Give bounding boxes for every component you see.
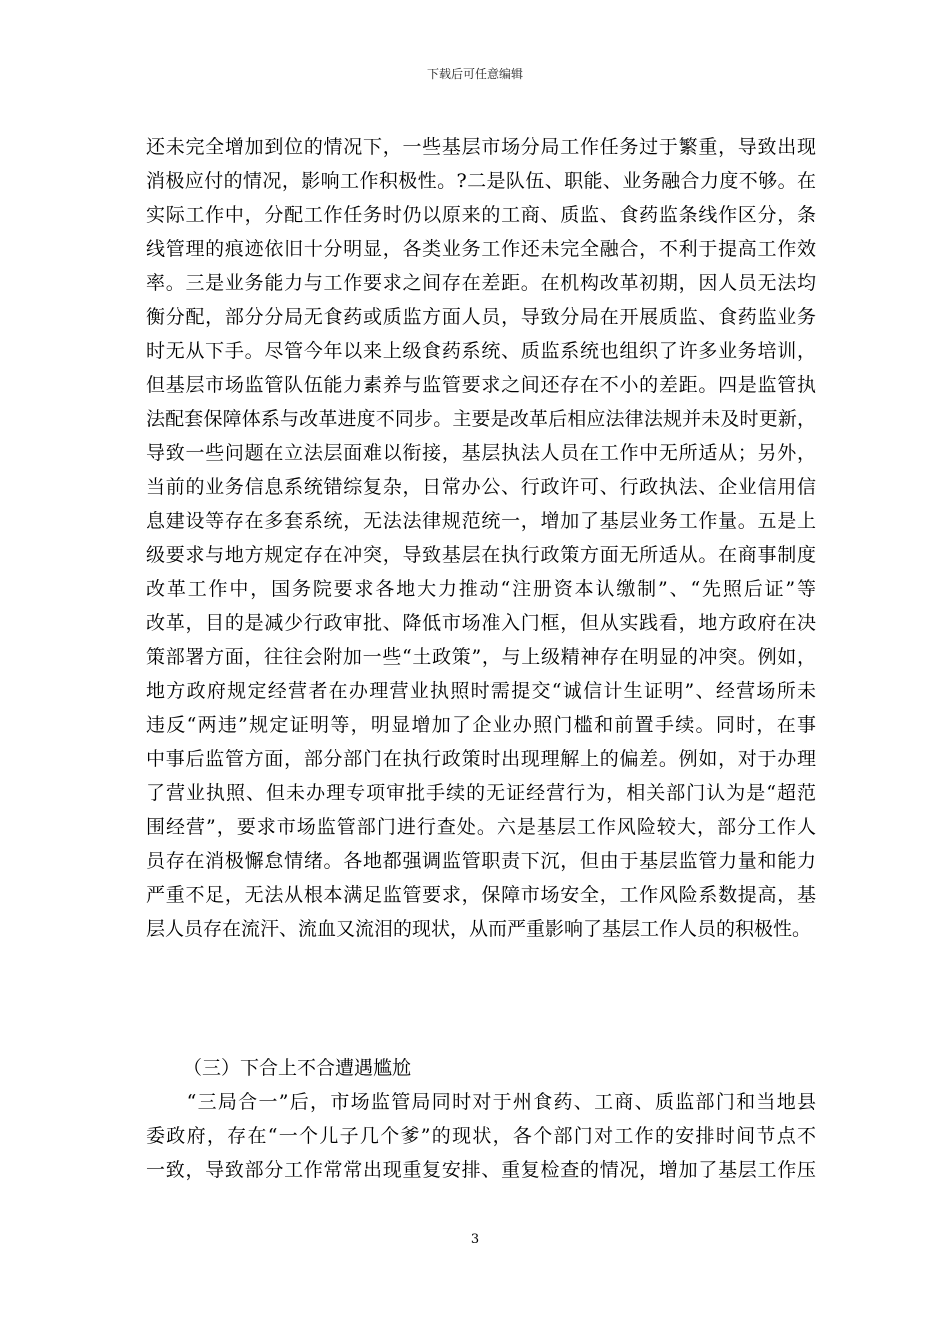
- text-line: 法配套保障体系与改革进度不同步。主要是改革后相应法律法规并未及时更新，: [146, 408, 816, 430]
- text-line: 息建设等存在多套系统，无法法律规范统一，增加了基层业务工作量。五是上: [146, 510, 816, 532]
- text-line: 改革，目的是减少行政审批、降低市场准入门框，但从实践看，地方政府在决: [146, 612, 816, 634]
- text-line: 衡分配，部分分局无食药或质监方面人员，导致分局在开展质监、食药监业务: [146, 306, 816, 328]
- text-line: 当前的业务信息系统错综复杂，日常办公、行政许可、行政执法、企业信用信: [146, 476, 816, 498]
- text-line: 实际工作中，分配工作任务时仍以原来的工商、质监、食药监条线作区分，条: [146, 204, 816, 226]
- text-line: 地方政府规定经营者在办理营业执照时需提交“诚信计生证明”、经营场所未: [146, 680, 816, 702]
- text-line: 线管理的痕迹依旧十分明显，各类业务工作还未完全融合，不利于提高工作效: [146, 238, 816, 260]
- text-line: 级要求与地方规定存在冲突，导致基层在执行政策方面无所适从。在商事制度: [146, 544, 816, 566]
- text-line: 时无从下手。尽管今年以来上级食药系统、质监系统也组织了许多业务培训，: [146, 340, 816, 362]
- text-line: 消极应付的情况，影响工作积极性。?二是队伍、职能、业务融合力度不够。在: [146, 170, 816, 192]
- page-number: 3: [470, 1232, 480, 1247]
- text-line: 一致，导致部分工作常常出现重复安排、重复检查的情况，增加了基层工作压: [146, 1159, 816, 1181]
- text-line: 严重不足，无法从根本满足监管要求，保障市场安全，工作风险系数提高，基: [146, 884, 816, 906]
- text-line: 还未完全增加到位的情况下，一些基层市场分局工作任务过于繁重，导致出现: [146, 136, 816, 158]
- text-line: 策部署方面，往往会附加一些“土政策”，与上级精神存在明显的冲突。例如，: [146, 646, 816, 668]
- text-line: 员存在消极懈怠情绪。各地都强调监管职责下沉，但由于基层监管力量和能力: [146, 850, 816, 872]
- text-line: 违反“两违”规定证明等，明显增加了企业办照门槛和前置手续。同时，在事: [146, 714, 816, 736]
- text-line: 导致一些问题在立法层面难以衔接，基层执法人员在工作中无所适从；另外，: [146, 442, 816, 464]
- text-line: “三局合一”后，市场监管局同时对于州食药、工商、质监部门和当地县: [146, 1091, 816, 1113]
- paragraph-1: [146, 130, 816, 946]
- text-line: 委政府，存在“一个儿子几个爹”的现状，各个部门对工作的安排时间节点不: [146, 1125, 816, 1147]
- text-line: 围经营”，要求市场监管部门进行查处。六是基层工作风险较大，部分工作人: [146, 816, 816, 838]
- page-header: 下载后可任意编辑: [426, 67, 523, 81]
- text-line: 了营业执照、但未办理专项审批手续的无证经营行为，相关部门认为是“超范: [146, 782, 816, 804]
- text-line: 但基层市场监管队伍能力素养与监管要求之间还存在不小的差距。四是监管执: [146, 374, 816, 396]
- text-line: 改革工作中，国务院要求各地大力推动“注册资本认缴制”、“先照后证”等: [146, 578, 816, 600]
- text-line: 层人员存在流汗、流血又流泪的现状，从而严重影响了基层工作人员的积极性。: [146, 918, 812, 940]
- section-heading: （三）下合上不合遭遇尴尬: [183, 1057, 412, 1079]
- text-line: 中事后监管方面，部分部门在执行政策时出现理解上的偏差。例如，对于办理: [146, 748, 816, 770]
- paragraph-2: [146, 1085, 816, 1187]
- text-line: 率。三是业务能力与工作要求之间存在差距。在机构改革初期，因人员无法均: [146, 272, 816, 294]
